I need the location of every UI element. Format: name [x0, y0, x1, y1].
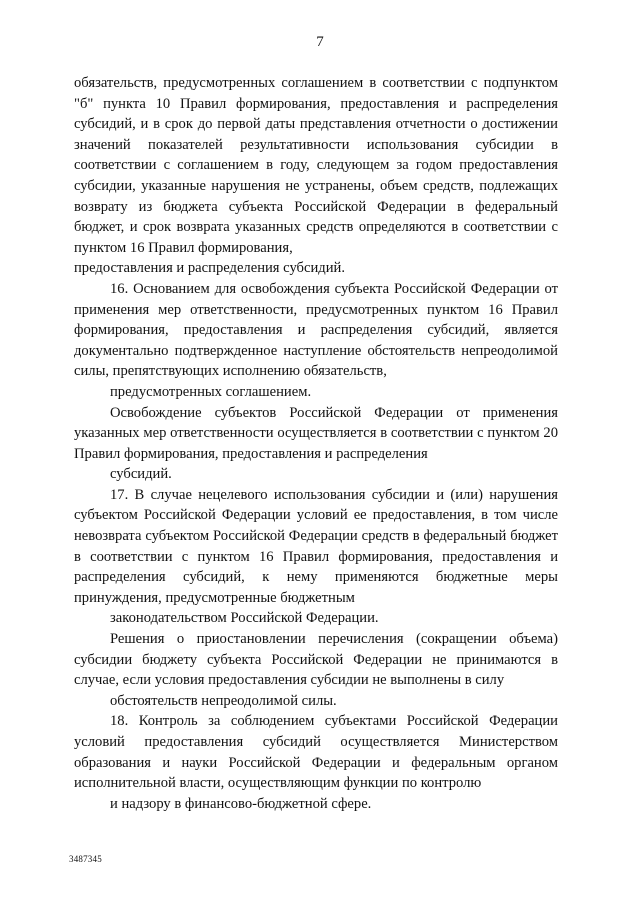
- paragraph-text: 16. Основанием для освобождения субъекта Российской Федерации от применения мер ответственности, предусмотренных пунктом 16 Правил формирования, предоставления и распределения субсидий, является документально подтвержденное наступление обстоятельств непреодолимой силы, препятствующих исполнению обязательств,: [74, 280, 558, 380]
- paragraph-release-subjects: [74, 403, 558, 485]
- paragraph-continuation: [74, 73, 558, 279]
- paragraph-text: обязательств, предусмотренных соглашением в соответствии с подпунктом "б" пункта 10 Правил формирования, предоставления и распределения субсидий, и в срок до первой даты представления отчетности о достижении значений показателей результативности использования субсидии в соответствии с соглашением в году, следующем за годом предоставления субсидии, указанные нарушения не устранены, объем средств, подлежащих возврату из бюджета субъекта Российской Федерации в федеральный бюджет, и срок возврата указанных средств определяются в соответствии с пунктом 16 Правил формирования,: [74, 75, 558, 256]
- paragraph-suspension-decisions: [74, 629, 558, 711]
- paragraph-last-line: предоставления и распределения субсидий.: [74, 260, 345, 277]
- paragraph-text: 17. В случае нецелевого использования субсидии и (или) нарушения субъектом Российской Федерации условий ее предоставления, в том числе невозврата субъектом Российской Федерации средств в федеральный бюджет в соответствии с пунктом 16 Правил формирования, предоставления и распределения субсидий, к нему применяются бюджетные меры принуждения, предусмотренные бюджетным: [74, 486, 558, 606]
- paragraph-last-line: и надзору в финансово-бюджетной сфере.: [110, 795, 372, 812]
- paragraph-last-line: предусмотренных соглашением.: [110, 383, 312, 400]
- paragraph-item-16: [74, 279, 558, 403]
- paragraph-item-18: [74, 711, 558, 814]
- paragraph-last-line: субсидий.: [110, 466, 172, 483]
- paragraph-text: Решения о приостановлении перечисления (сокращении объема) субсидии бюджету субъекта Российской Федерации не принимаются в случае, если условия предоставления субсидии не выполнены в силу: [74, 631, 558, 689]
- paragraph-text: Освобождение субъектов Российской Федерации от применения указанных мер ответственности осуществляется в соответствии с пунктом 20 Правил формирования, предоставления и распределения: [74, 404, 558, 462]
- paragraph-last-line: законодательством Российской Федерации.: [110, 610, 379, 627]
- paragraph-item-17: [74, 485, 558, 629]
- paragraph-text: 18. Контроль за соблюдением субъектами Российской Федерации условий предоставления субсидий осуществляется Министерством образования и науки Российской Федерации и федеральным органом исполнительной власти, осуществляющим функции по контролю: [74, 713, 558, 792]
- page-number: 7: [316, 34, 324, 50]
- document-code: 3487345: [69, 854, 102, 864]
- paragraph-last-line: обстоятельств непреодолимой силы.: [110, 692, 337, 709]
- document-body: [74, 73, 558, 814]
